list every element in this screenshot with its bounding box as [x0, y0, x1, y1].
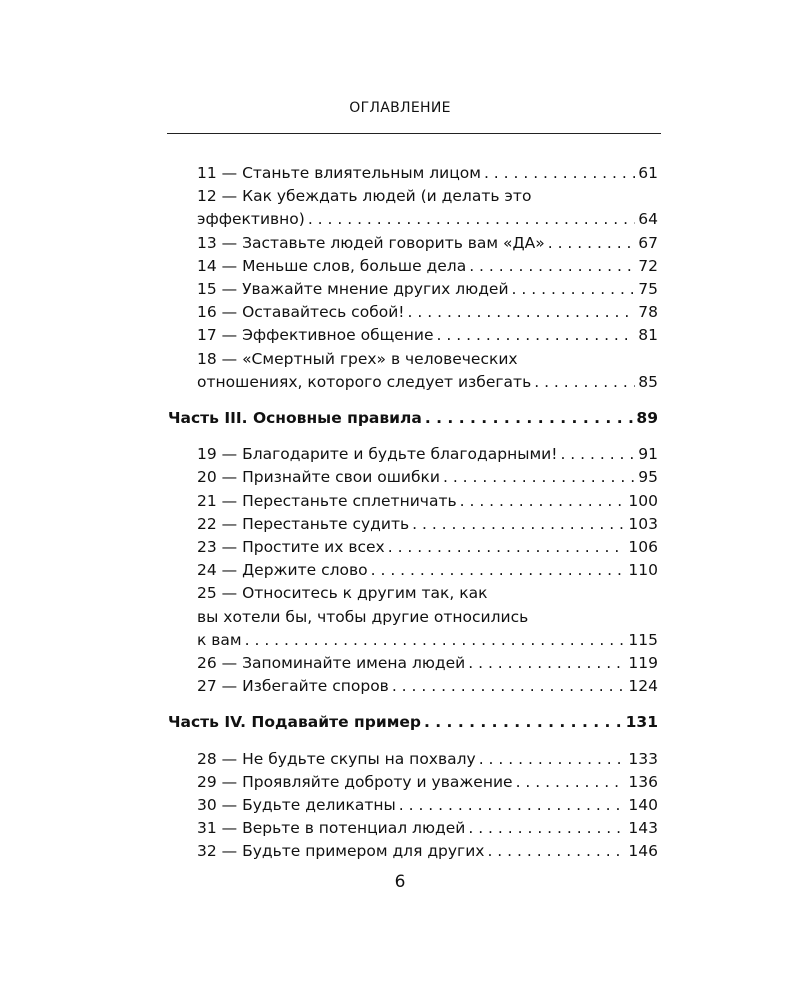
toc-entry-page: 133 [628, 749, 658, 768]
toc-entry-page: 119 [628, 654, 658, 673]
dot-leader [469, 255, 635, 278]
dot-leader [479, 748, 626, 771]
dot-leader [371, 559, 626, 582]
dot-leader [425, 407, 634, 430]
dot-leader [408, 301, 636, 324]
dot-leader [512, 278, 636, 301]
toc-entry-title: 17 — Эффективное общение [197, 326, 434, 345]
dot-leader [399, 794, 626, 817]
toc-entry-16 [168, 301, 658, 324]
toc-entry-page: 143 [628, 819, 658, 838]
toc-entry-title: 26 — Запоминайте имена людей [197, 654, 466, 673]
toc-entry-20 [168, 466, 658, 489]
toc-entry-18 [168, 371, 658, 394]
toc-entry-page: 85 [638, 372, 658, 391]
toc-entry-page: 110 [628, 561, 658, 580]
table-of-contents [168, 162, 658, 864]
toc-entry-page: 91 [638, 445, 658, 464]
toc-entry-title: к вам [197, 630, 242, 649]
dot-leader [487, 840, 625, 863]
toc-entry-26 [168, 652, 658, 675]
toc-entry-title: 19 — Благодарите и будьте благодарными! [197, 445, 558, 464]
dot-leader [388, 536, 626, 559]
toc-entry-29 [168, 771, 658, 794]
running-header: ОГЛАВЛЕНИЕ [349, 100, 451, 116]
toc-entry-title: 15 — Уважайте мнение других людей [197, 280, 509, 299]
toc-entry-title: отношениях, которого следует избегать [197, 372, 532, 391]
toc-entry-13 [168, 232, 658, 255]
dot-leader [245, 629, 626, 652]
toc-entry-page: 72 [638, 256, 658, 275]
toc-entry-title: 30 — Будьте деликатны [197, 796, 396, 815]
toc-entry-page: 61 [638, 164, 658, 182]
dot-leader [392, 675, 626, 698]
toc-entry-14 [168, 255, 658, 278]
toc-entry-page: 124 [628, 677, 658, 696]
toc-entry-page: 146 [628, 842, 658, 861]
toc-entry-24 [168, 559, 658, 582]
toc-entry-18-line: 18 — «Смертный грех» в человеческих [197, 349, 518, 368]
toc-entry-title: 22 — Перестаньте судить [197, 514, 410, 533]
toc-entry-19 [168, 443, 658, 466]
toc-entry-32 [168, 840, 658, 863]
toc-entry-title: 28 — Не будьте скупы на похвалу [197, 749, 476, 768]
toc-entry-page: 140 [628, 796, 658, 815]
toc-entry-22 [168, 513, 658, 536]
toc-entry-21 [168, 490, 658, 513]
toc-entry-title: 32 — Будьте примером для других [197, 842, 485, 861]
toc-entry-25-line: 25 — Относитесь к другим так, как [197, 584, 488, 603]
toc-entry-page: 103 [628, 514, 658, 533]
toc-part-title: Часть III. Основные правила [168, 409, 422, 428]
toc-entry-page: 136 [628, 772, 658, 791]
dot-leader [443, 466, 635, 489]
toc-entry-page: 106 [628, 538, 658, 557]
dot-leader [412, 513, 625, 536]
toc-entry-page: 64 [638, 210, 658, 229]
toc-entry-25 [168, 629, 658, 652]
toc-entry-title: 27 — Избегайте споров [197, 677, 389, 696]
toc-entry-12 [168, 208, 658, 231]
dot-leader [468, 652, 625, 675]
toc-part-page: 89 [636, 409, 658, 428]
dot-leader [468, 817, 625, 840]
dot-leader [548, 232, 636, 255]
toc-part-3 [168, 407, 658, 430]
dot-leader [560, 443, 635, 466]
toc-entry-title: 13 — Заставьте людей говорить вам «ДА» [197, 233, 545, 252]
toc-part-4 [168, 711, 658, 734]
toc-entry-title: 20 — Признайте свои ошибки [197, 468, 440, 487]
toc-entry-title: 16 — Оставайтесь собой! [197, 303, 405, 322]
toc-entry-page: 75 [638, 280, 658, 299]
toc-entry-title: 21 — Перестаньте сплетничать [197, 491, 457, 510]
dot-leader [424, 711, 623, 734]
toc-entry-28 [168, 748, 658, 771]
toc-entry-25-line: вы хотели бы, чтобы другие относились [197, 607, 529, 626]
dot-leader [516, 771, 626, 794]
dot-leader [460, 490, 626, 513]
dot-leader [534, 371, 635, 394]
toc-entry-12-line: 12 — Как убеждать людей (и делать это [197, 187, 532, 206]
dot-leader [308, 208, 635, 231]
toc-entry-page: 81 [638, 326, 658, 345]
dot-leader [437, 324, 636, 347]
toc-entry-title: 31 — Верьте в потенциал людей [197, 819, 466, 838]
toc-entry-15 [168, 278, 658, 301]
toc-entry-title: 14 — Меньше слов, больше дела [197, 256, 467, 275]
toc-entry-page: 115 [628, 630, 658, 649]
toc-entry-page: 100 [628, 491, 658, 510]
toc-entry-title: 23 — Простите их всех [197, 538, 385, 557]
toc-entry-31 [168, 817, 658, 840]
page-number: 6 [394, 872, 406, 892]
toc-entry-23 [168, 536, 658, 559]
toc-entry-page: 95 [638, 468, 658, 487]
toc-entry-page: 67 [638, 233, 658, 252]
header-divider [167, 133, 661, 134]
toc-entry-title: 24 — Держите слово [197, 561, 368, 580]
toc-entry-title: эффективно) [197, 210, 305, 229]
toc-entry-title: 11 — Станьте влиятельным лицом [197, 164, 481, 182]
toc-entry-title: 29 — Проявляйте доброту и уважение [197, 772, 513, 791]
toc-entry-17 [168, 324, 658, 347]
toc-part-title: Часть IV. Подавайте пример [168, 713, 421, 732]
toc-entry-page: 78 [638, 303, 658, 322]
toc-part-page: 131 [625, 713, 658, 732]
toc-entry-30 [168, 794, 658, 817]
toc-entry-27 [168, 675, 658, 698]
dot-leader [484, 162, 635, 185]
toc-entry-11 [168, 162, 658, 185]
